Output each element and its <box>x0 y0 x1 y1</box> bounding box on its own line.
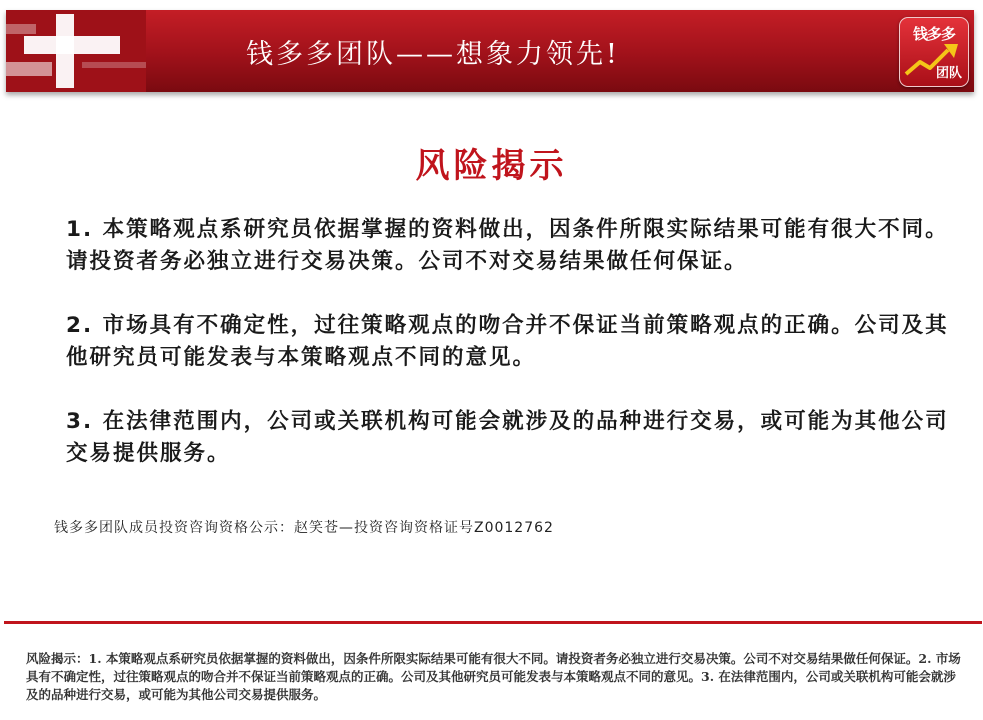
logo-text-top: 钱多多 <box>912 25 955 43</box>
risk-item-3: 3. 在法律范围内，公司或关联机构可能会就涉及的品种进行交易，或可能为其他公司交易提供服务。 <box>66 409 949 466</box>
logo-text-bottom: 团队 <box>935 66 962 81</box>
banner-cross-decoration <box>6 10 146 92</box>
banner-title: 钱多多团队——想象力领先! <box>246 39 620 70</box>
page-title: 风险揭示 <box>415 146 568 186</box>
header-banner <box>6 10 974 92</box>
certification-notice: 钱多多团队成员投资咨询资格公示：赵笑苍—投资咨询资格证号Z0012762 <box>54 520 554 536</box>
team-logo <box>899 17 969 87</box>
risk-item-2: 2. 市场具有不确定性，过往策略观点的吻合并不保证当前策略观点的正确。公司及其他研究员可能发表与本策略观点不同的意见。 <box>66 313 949 370</box>
risk-item-1: 1. 本策略观点系研究员依据掌握的资料做出，因条件所限实际结果可能有很大不同。请投资者务必独立进行交易决策。公司不对交易结果做任何保证。 <box>66 217 949 274</box>
footer-divider <box>4 621 982 624</box>
footer-disclaimer: 风险揭示：1. 本策略观点系研究员依据掌握的资料做出，因条件所限实际结果可能有很大不同。请投资者务必独立进行交易决策。公司不对交易结果做任何保证。2. 市场具有不确定性，过往策略观点的吻合并不保证当前策略观点的正确。公司及其他研究员可能发表与本策略观点不同的意见。3. 在法律范围内，公司或关联机构可能会就涉及的品种进行交易，或可能为其他公司交易提供服务。 <box>26 651 961 702</box>
